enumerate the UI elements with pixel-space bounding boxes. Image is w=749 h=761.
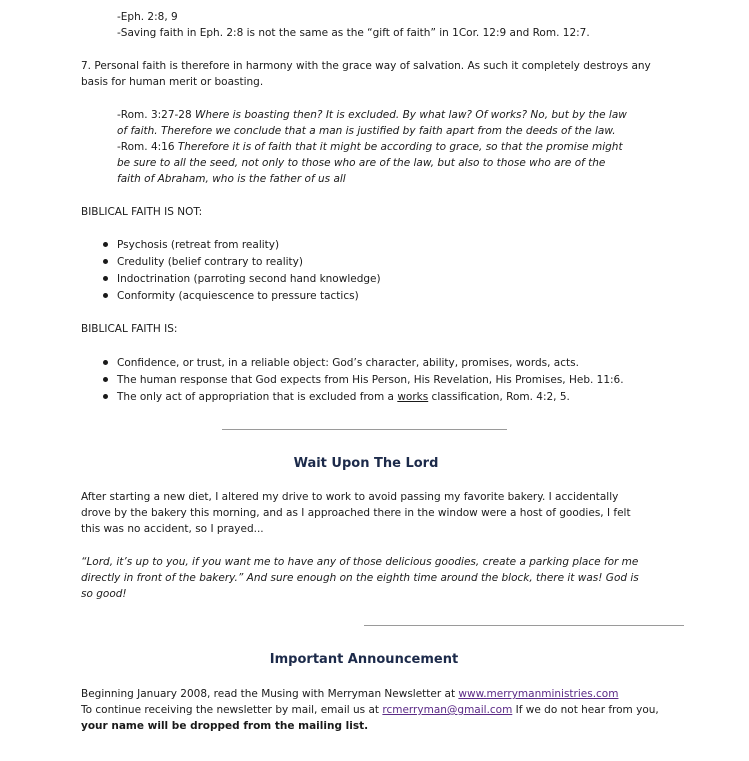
list-item: The only act of appropriation that is excluded from a works classification, Rom. 4:2, 5.: [81, 389, 624, 406]
announcement-title: Important Announcement: [269, 652, 459, 667]
top-references: [117, 9, 627, 41]
list-item: Confidence, or trust, in a reliable object: God’s character, ability, promises, words, acts.: [81, 355, 624, 372]
website-link[interactable]: www.merrymanministries.com: [458, 688, 619, 700]
announcement-line-3: your name will be dropped from the mailing list.: [81, 720, 369, 732]
ref-eph: -Eph. 2:8, 9: [117, 11, 178, 23]
faith-not-list: [81, 237, 381, 305]
section-divider: [364, 625, 684, 626]
list-item: Conformity (acquiescence to pressure tactics): [81, 288, 381, 305]
section-divider: [222, 429, 507, 430]
ref-saving-faith: -Saving faith in Eph. 2:8 is not the same as the “gift of faith” in 1Cor. 12:9 and Rom. 12:7.: [117, 27, 590, 39]
romans-references: [117, 107, 627, 187]
bullet-icon: [103, 242, 108, 247]
wait-paragraph-2: “Lord, it’s up to you, if you want me to have any of those delicious goodies, create a parking place for me directly in front of the bakery.” And sure enough on the eighth time around the block, there it was! God is so good!: [81, 556, 639, 600]
bullet-icon: [103, 293, 108, 298]
faith-is-list: [81, 355, 624, 406]
faith-not-heading: BIBLICAL FAITH IS NOT:: [81, 206, 203, 218]
email-link[interactable]: rcmerryman@gmail.com: [382, 704, 513, 716]
bullet-icon: [103, 276, 108, 281]
announcement-body: [81, 686, 681, 734]
ref-rom-4: [117, 139, 627, 187]
bullet-icon: [103, 259, 108, 264]
list-item: Credulity (belief contrary to reality): [81, 254, 381, 271]
bullet-icon: [103, 394, 108, 399]
faith-is-heading: BIBLICAL FAITH IS:: [81, 323, 178, 335]
ref-rom-3: [117, 107, 627, 139]
wait-title: Wait Upon The Lord: [293, 456, 439, 471]
ref-label: -Rom. 4:16: [117, 141, 178, 153]
list-item: Indoctrination (parroting second hand knowledge): [81, 271, 381, 288]
announcement-line-2: To continue receiving the newsletter by mail, email us at rcmerryman@gmail.com If we do not hear from you,: [81, 704, 659, 716]
ref-quote: Where is boasting then? It is excluded. By what law? Of works? No, but by the law of faith. Therefore we conclude that a man is justified by faith apart from the deeds of the law.: [117, 109, 627, 137]
ref-quote: Therefore it is of faith that it might be according to grace, so that the promise might be sure to all the seed, not only to those who are of the law, but also to those who are of the faith of Abraham, who is the father of us all: [117, 141, 623, 185]
bullet-icon: [103, 377, 108, 382]
wait-paragraph-1: After starting a new diet, I altered my drive to work to avoid passing my favorite bakery. I accidentally drove by the bakery this morning, and as I approached there in the window were a host of goodies, I felt this was no accident, so I prayed...: [81, 491, 631, 535]
ref-label: -Rom. 3:27-28: [117, 109, 196, 121]
bullet-icon: [103, 360, 108, 365]
point-7: 7. Personal faith is therefore in harmony with the grace way of salvation. As such it completely destroys any basis for human merit or boasting.: [81, 60, 651, 88]
list-item: Psychosis (retreat from reality): [81, 237, 381, 254]
announcement-line-1: Beginning January 2008, read the Musing with Merryman Newsletter at www.merrymanministries.com: [81, 688, 619, 700]
list-item: The human response that God expects from His Person, His Revelation, His Promises, Heb. 11:6.: [81, 372, 624, 389]
works-link[interactable]: works: [397, 391, 429, 403]
